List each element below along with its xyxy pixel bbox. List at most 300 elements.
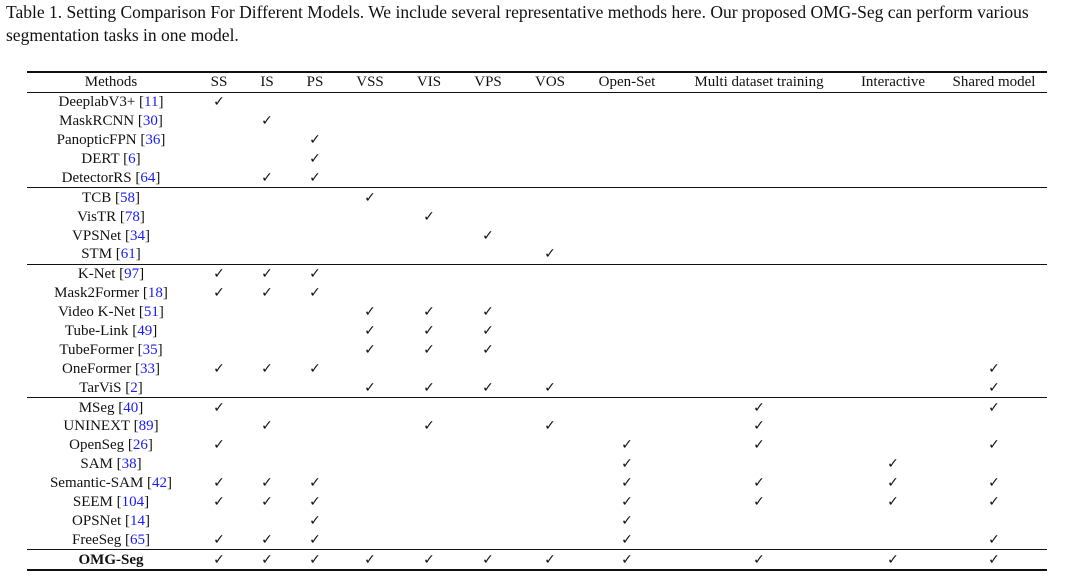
check-cell (519, 436, 581, 455)
check-cell (339, 226, 401, 245)
check-cell (581, 550, 673, 570)
check-cell (243, 398, 291, 417)
check-cell (457, 511, 519, 530)
check-cell (339, 207, 401, 226)
check-cell (941, 398, 1047, 417)
checkmark-icon: ✓ (213, 475, 225, 492)
check-cell (401, 150, 457, 169)
check-cell (519, 168, 581, 187)
check-cell (457, 303, 519, 322)
check-cell (941, 168, 1047, 187)
checkmark-icon: ✓ (261, 360, 273, 377)
check-cell (339, 474, 401, 493)
method-name: DeeplabV3+ (58, 94, 136, 111)
citation-link[interactable]: 78 (124, 208, 140, 225)
checkmark-icon: ✓ (753, 418, 765, 435)
check-cell (519, 226, 581, 245)
check-cell (845, 378, 941, 397)
col-header: VIS (416, 74, 442, 91)
check-cell (339, 131, 401, 150)
citation-link[interactable]: 36 (145, 132, 161, 149)
checkmark-icon: ✓ (364, 189, 376, 206)
check-cell (519, 474, 581, 493)
method-name: SEEM (72, 494, 113, 511)
check-cell (845, 322, 941, 341)
check-cell (845, 455, 941, 474)
check-cell (845, 168, 941, 187)
check-cell (339, 417, 401, 436)
check-cell (401, 436, 457, 455)
check-cell (401, 207, 457, 226)
check-cell (243, 92, 291, 111)
checkmark-icon: ✓ (988, 379, 1000, 396)
check-cell (941, 474, 1047, 493)
check-cell (673, 511, 845, 530)
checkmark-icon: ✓ (988, 475, 1000, 492)
checkmark-icon: ✓ (261, 551, 273, 568)
method-name: OPSNet (72, 512, 122, 529)
check-cell (401, 359, 457, 378)
check-cell (339, 455, 401, 474)
checkmark-icon: ✓ (423, 341, 435, 358)
check-cell (291, 92, 339, 111)
check-cell (195, 493, 243, 512)
table-row (27, 92, 1047, 111)
checkmark-icon: ✓ (544, 551, 556, 568)
check-cell (195, 340, 243, 359)
checkmark-icon: ✓ (988, 437, 1000, 454)
check-cell (339, 188, 401, 207)
check-cell (673, 264, 845, 283)
check-cell (291, 436, 339, 455)
check-cell (243, 436, 291, 455)
table-row (27, 378, 1047, 397)
method-cell: UNINEXT [89] (63, 418, 159, 435)
checkmark-icon: ✓ (482, 323, 494, 340)
check-cell (339, 92, 401, 111)
table-row (27, 455, 1047, 474)
check-cell (195, 359, 243, 378)
citation-link[interactable]: 61 (120, 246, 136, 263)
check-cell (581, 530, 673, 549)
check-cell (581, 359, 673, 378)
table-row (27, 474, 1047, 493)
check-cell (243, 530, 291, 549)
check-cell (401, 455, 457, 474)
check-cell (519, 378, 581, 397)
citation-link[interactable]: 11 (144, 94, 159, 111)
check-cell (291, 455, 339, 474)
check-cell (339, 530, 401, 549)
checkmark-icon: ✓ (309, 360, 321, 377)
citation-link[interactable]: 35 (142, 341, 158, 358)
check-cell (401, 168, 457, 187)
checkmark-icon: ✓ (423, 208, 435, 225)
citation-link[interactable]: 33 (139, 360, 155, 377)
check-cell (673, 226, 845, 245)
checkmark-icon: ✓ (261, 266, 273, 283)
check-cell (581, 378, 673, 397)
method-name: Video K-Net (58, 304, 136, 321)
checkmark-icon: ✓ (887, 551, 899, 568)
checkmark-icon: ✓ (309, 551, 321, 568)
table-row (27, 284, 1047, 303)
citation-link[interactable]: 18 (147, 285, 163, 302)
method-cell: K-Net [97] (27, 264, 195, 283)
checkmark-icon: ✓ (364, 304, 376, 321)
citation-link[interactable]: 30 (142, 113, 158, 130)
checkmark-icon: ✓ (261, 113, 273, 130)
check-cell (243, 550, 291, 570)
check-cell (291, 530, 339, 549)
method-name: OneFormer (62, 360, 132, 377)
check-cell (673, 340, 845, 359)
table-row (27, 417, 1047, 436)
check-cell (243, 340, 291, 359)
check-cell (941, 550, 1047, 570)
citation-link[interactable]: 89 (138, 418, 154, 435)
checkmark-icon: ✓ (544, 379, 556, 396)
check-cell (581, 284, 673, 303)
check-cell (673, 188, 845, 207)
check-cell (243, 378, 291, 397)
checkmark-icon: ✓ (309, 494, 321, 511)
check-cell (673, 398, 845, 417)
checkmark-icon: ✓ (213, 285, 225, 302)
checkmark-icon: ✓ (988, 531, 1000, 548)
check-cell (673, 378, 845, 397)
check-cell (457, 245, 519, 264)
checkmark-icon: ✓ (482, 379, 494, 396)
check-cell (673, 322, 845, 341)
method-name: PanopticFPN (56, 132, 137, 149)
table-row (27, 188, 1047, 207)
check-cell (581, 455, 673, 474)
check-cell (195, 455, 243, 474)
citation-link[interactable]: 38 (121, 456, 137, 473)
check-cell (401, 340, 457, 359)
check-cell (339, 112, 401, 131)
checkmark-icon: ✓ (309, 285, 321, 302)
check-cell (581, 150, 673, 169)
checkmark-icon: ✓ (261, 531, 273, 548)
check-cell (941, 207, 1047, 226)
check-cell (291, 378, 339, 397)
check-cell (457, 226, 519, 245)
check-cell (845, 284, 941, 303)
check-cell (339, 436, 401, 455)
checkmark-icon: ✓ (364, 323, 376, 340)
check-cell (291, 112, 339, 131)
checkmark-icon: ✓ (213, 531, 225, 548)
check-cell (581, 417, 673, 436)
check-cell (195, 511, 243, 530)
check-cell (457, 284, 519, 303)
check-cell (243, 150, 291, 169)
table-row (27, 530, 1047, 549)
citation-link[interactable]: 34 (129, 227, 145, 244)
check-cell (243, 226, 291, 245)
check-cell (845, 112, 941, 131)
citation-link[interactable]: 40 (123, 399, 139, 416)
checkmark-icon: ✓ (213, 360, 225, 377)
check-cell (581, 398, 673, 417)
method-cell: VPSNet [34] (72, 227, 150, 244)
table-body (27, 92, 1047, 570)
check-cell (195, 530, 243, 549)
method-name: VisTR (77, 208, 117, 225)
check-cell (581, 322, 673, 341)
table-row (27, 168, 1047, 187)
check-cell (457, 474, 519, 493)
check-cell (401, 284, 457, 303)
citation-link[interactable]: 104 (121, 494, 145, 511)
check-cell (673, 245, 845, 264)
check-cell (243, 455, 291, 474)
check-cell (195, 322, 243, 341)
citation-link[interactable]: 49 (137, 323, 153, 340)
checkmark-icon: ✓ (621, 494, 633, 511)
method-cell: PanopticFPN [36] (56, 132, 166, 149)
check-cell (339, 303, 401, 322)
checkmark-icon: ✓ (309, 132, 321, 149)
citation-link[interactable]: 26 (132, 437, 148, 454)
check-cell (941, 245, 1047, 264)
check-cell (401, 92, 457, 111)
check-cell (845, 226, 941, 245)
check-cell (845, 245, 941, 264)
check-cell (845, 340, 941, 359)
method-cell: DERT [6] (81, 151, 141, 167)
check-cell (519, 303, 581, 322)
check-cell (673, 150, 845, 169)
method-cell: SAM [38] (80, 456, 142, 473)
check-cell (519, 417, 581, 436)
check-cell (243, 207, 291, 226)
checkmark-icon: ✓ (753, 475, 765, 492)
check-cell (673, 284, 845, 303)
check-cell (339, 340, 401, 359)
check-cell (457, 378, 519, 397)
check-cell (581, 340, 673, 359)
checkmark-icon: ✓ (213, 551, 225, 568)
citation-link[interactable]: 6 (128, 151, 136, 167)
check-cell (845, 493, 941, 512)
check-cell (457, 264, 519, 283)
check-cell (941, 322, 1047, 341)
method-name: TCB (82, 189, 112, 206)
check-cell (457, 417, 519, 436)
checkmark-icon: ✓ (261, 475, 273, 492)
check-cell (673, 92, 845, 111)
check-cell (401, 398, 457, 417)
check-cell (581, 168, 673, 187)
check-cell (941, 378, 1047, 397)
checkmark-icon: ✓ (261, 418, 273, 435)
citation-link[interactable]: 97 (124, 266, 140, 283)
check-cell (519, 511, 581, 530)
check-cell (673, 207, 845, 226)
check-cell (401, 322, 457, 341)
check-cell (291, 264, 339, 283)
check-cell (845, 530, 941, 549)
check-cell (291, 226, 339, 245)
citation-link[interactable]: 42 (152, 475, 168, 492)
table-caption (6, 1, 1076, 47)
checkmark-icon: ✓ (988, 494, 1000, 511)
method-cell: MaskRCNN [30] (59, 113, 163, 130)
check-cell (291, 303, 339, 322)
check-cell (339, 398, 401, 417)
check-cell (673, 131, 845, 150)
checkmark-icon: ✓ (544, 246, 556, 263)
checkmark-icon: ✓ (423, 304, 435, 321)
method-name: UNINEXT (63, 418, 130, 435)
check-cell (401, 530, 457, 549)
check-cell (519, 530, 581, 549)
checkmark-icon: ✓ (621, 456, 633, 473)
col-header: IS (260, 74, 274, 91)
check-cell (243, 112, 291, 131)
citation-link[interactable]: 65 (129, 531, 145, 548)
check-cell (291, 245, 339, 264)
check-cell (941, 340, 1047, 359)
check-cell (401, 226, 457, 245)
check-cell (243, 131, 291, 150)
checkmark-icon: ✓ (621, 512, 633, 529)
checkmark-icon: ✓ (309, 151, 321, 167)
checkmark-icon: ✓ (988, 360, 1000, 377)
check-cell (519, 455, 581, 474)
checkmark-icon: ✓ (887, 475, 899, 492)
method-name: K-Net (77, 266, 116, 283)
check-cell (519, 112, 581, 131)
checkmark-icon: ✓ (621, 437, 633, 454)
checkmark-icon: ✓ (213, 437, 225, 454)
check-cell (457, 359, 519, 378)
check-cell (581, 112, 673, 131)
check-cell (243, 245, 291, 264)
check-cell (845, 511, 941, 530)
check-cell (845, 474, 941, 493)
checkmark-icon: ✓ (364, 551, 376, 568)
checkmark-icon: ✓ (213, 94, 225, 111)
table-row (27, 340, 1047, 359)
check-cell (243, 474, 291, 493)
method-cell: TCB [58] (27, 188, 195, 207)
check-cell (673, 493, 845, 512)
check-cell (941, 284, 1047, 303)
check-cell (195, 398, 243, 417)
check-cell (457, 150, 519, 169)
citation-link[interactable]: 2 (130, 379, 138, 396)
check-cell (519, 359, 581, 378)
check-cell (291, 150, 339, 169)
check-cell (243, 188, 291, 207)
citation-link[interactable]: 14 (129, 512, 145, 529)
checkmark-icon: ✓ (887, 494, 899, 511)
check-cell (673, 436, 845, 455)
method-name: TarViS (79, 379, 122, 396)
table-row (27, 436, 1047, 455)
checkmark-icon: ✓ (753, 399, 765, 416)
check-cell (401, 188, 457, 207)
check-cell (339, 284, 401, 303)
citation-link[interactable]: 64 (140, 169, 156, 186)
check-cell (581, 92, 673, 111)
check-cell (519, 131, 581, 150)
col-header: VSS (356, 74, 384, 91)
table-row-final (27, 550, 1047, 570)
check-cell (581, 131, 673, 150)
method-name: DetectorRS (61, 169, 132, 186)
check-cell (519, 207, 581, 226)
col-header: Interactive (860, 74, 926, 91)
check-cell (941, 112, 1047, 131)
check-cell (195, 131, 243, 150)
check-cell (243, 322, 291, 341)
checkmark-icon: ✓ (988, 551, 1000, 568)
check-cell (291, 131, 339, 150)
check-cell (243, 303, 291, 322)
method-cell: Mask2Former [18] (54, 285, 168, 302)
method-cell (27, 550, 195, 570)
check-cell (195, 226, 243, 245)
method-name: SAM (80, 456, 113, 473)
checkmark-icon: ✓ (887, 456, 899, 473)
check-cell (195, 303, 243, 322)
check-cell (519, 264, 581, 283)
table-header-row (27, 72, 1047, 92)
check-cell (291, 474, 339, 493)
check-cell (291, 398, 339, 417)
citation-link[interactable]: 51 (143, 304, 159, 321)
checkmark-icon: ✓ (753, 551, 765, 568)
check-cell (195, 207, 243, 226)
check-cell (581, 245, 673, 264)
check-cell (243, 168, 291, 187)
checkmark-icon: ✓ (423, 379, 435, 396)
citation-link[interactable]: 58 (119, 189, 135, 206)
check-cell (845, 131, 941, 150)
check-cell (581, 188, 673, 207)
check-cell (243, 284, 291, 303)
table-row (27, 398, 1047, 417)
checkmark-icon: ✓ (753, 437, 765, 454)
method-cell: MSeg [40] (27, 398, 195, 417)
method-cell: DetectorRS [64] (61, 169, 161, 186)
check-cell (673, 303, 845, 322)
check-cell (457, 112, 519, 131)
check-cell (457, 92, 519, 111)
check-cell (941, 455, 1047, 474)
check-cell (941, 150, 1047, 169)
check-cell (457, 188, 519, 207)
check-cell (673, 417, 845, 436)
method-cell: TarViS [2] (79, 379, 143, 396)
check-cell (673, 550, 845, 570)
check-cell (457, 550, 519, 570)
check-cell (845, 188, 941, 207)
check-cell (845, 303, 941, 322)
check-cell (195, 150, 243, 169)
check-cell (581, 436, 673, 455)
check-cell (845, 550, 941, 570)
check-cell (581, 493, 673, 512)
method-name: OpenSeg (69, 437, 125, 454)
check-cell (519, 550, 581, 570)
check-cell (941, 493, 1047, 512)
